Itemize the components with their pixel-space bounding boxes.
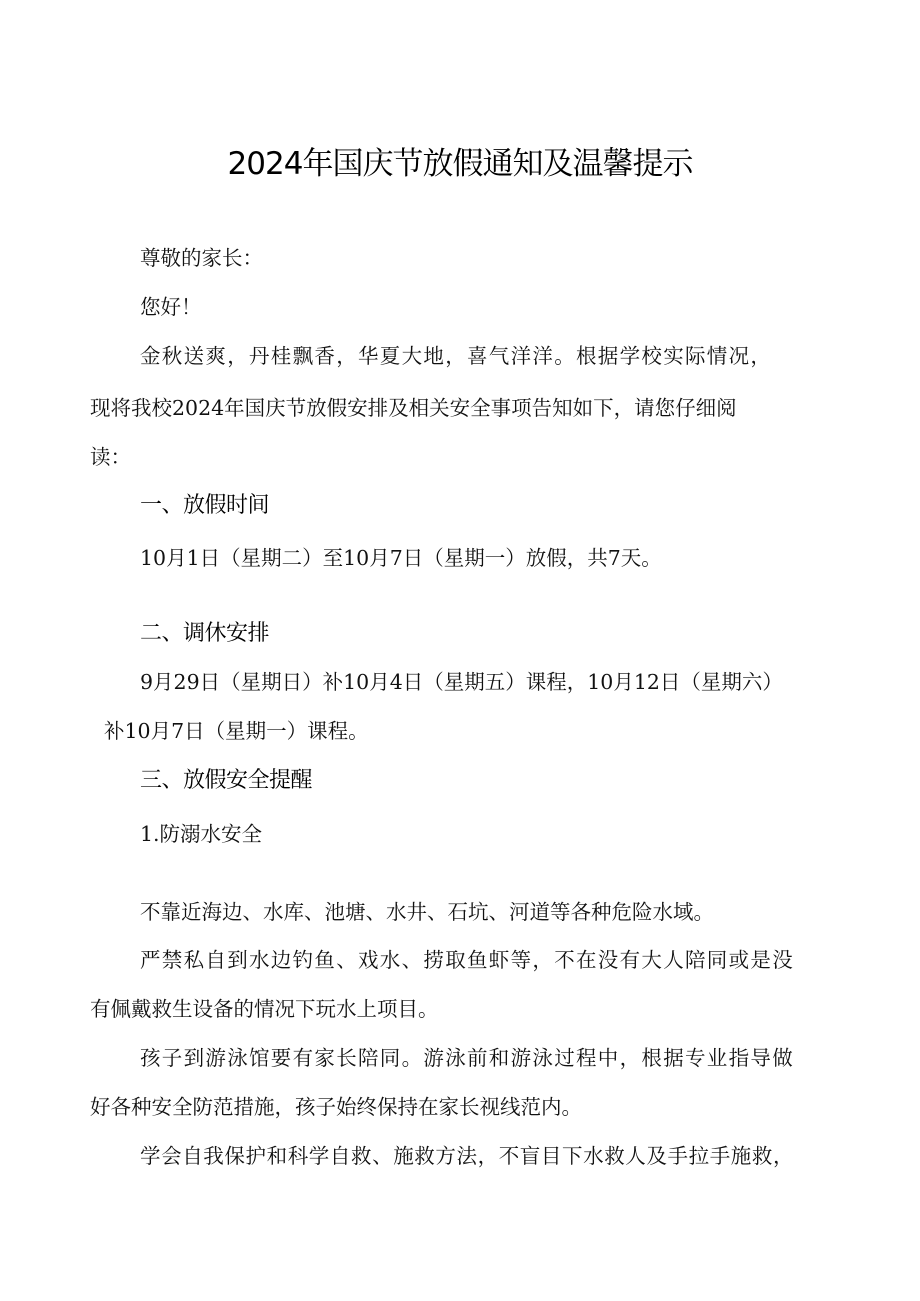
safety-paragraph-2-line-1: 严禁私自到水边钓鱼、戏水、捞取鱼虾等，不在没有大人陪同或是没	[140, 948, 794, 972]
section-heading-safety: 三、放假安全提醒	[140, 768, 313, 793]
safety-paragraph-3-line-1: 孩子到游泳馆要有家长陪同。游泳前和游泳过程中，根据专业指导做	[140, 1046, 794, 1070]
hello: 您好！	[140, 295, 202, 319]
greeting: 尊敬的家长：	[140, 246, 263, 270]
schedule-line-1: 9月29日（星期日）补10月4日（星期五）课程，10月12日（星期六）	[140, 670, 783, 694]
page-title: 2024年国庆节放假通知及温馨提示	[227, 146, 693, 182]
section-heading-schedule: 二、调休安排	[140, 621, 270, 646]
safety-paragraph-4-line-1: 学会自我保护和科学自救、施救方法，不盲目下水救人及手拉手施救，	[140, 1144, 795, 1168]
vacation-time-text: 10月1日（星期二）至10月7日（星期一）放假，共7天。	[140, 546, 662, 570]
section-heading-vacation-time: 一、放假时间	[140, 493, 270, 518]
schedule-line-2: 补10月7日（星期一）课程。	[104, 719, 369, 743]
intro-line-1: 金秋送爽，丹桂飘香，华夏大地，喜气洋洋。根据学校实际情况，	[140, 344, 773, 368]
intro-line-2: 现将我校2024年国庆节放假安排及相关安全事项告知如下，请您仔细阅	[90, 396, 737, 420]
subheading-drowning: 1.防溺水安全	[140, 822, 263, 846]
safety-paragraph-1: 不靠近海边、水库、池塘、水井、石坑、河道等各种危险水域。	[140, 900, 714, 924]
safety-paragraph-3-line-2: 好各种安全防范措施，孩子始终保持在家长视线范内。	[90, 1095, 582, 1119]
intro-line-3: 读：	[90, 445, 131, 469]
safety-paragraph-2-line-2: 有佩戴救生设备的情况下玩水上项目。	[90, 997, 439, 1021]
